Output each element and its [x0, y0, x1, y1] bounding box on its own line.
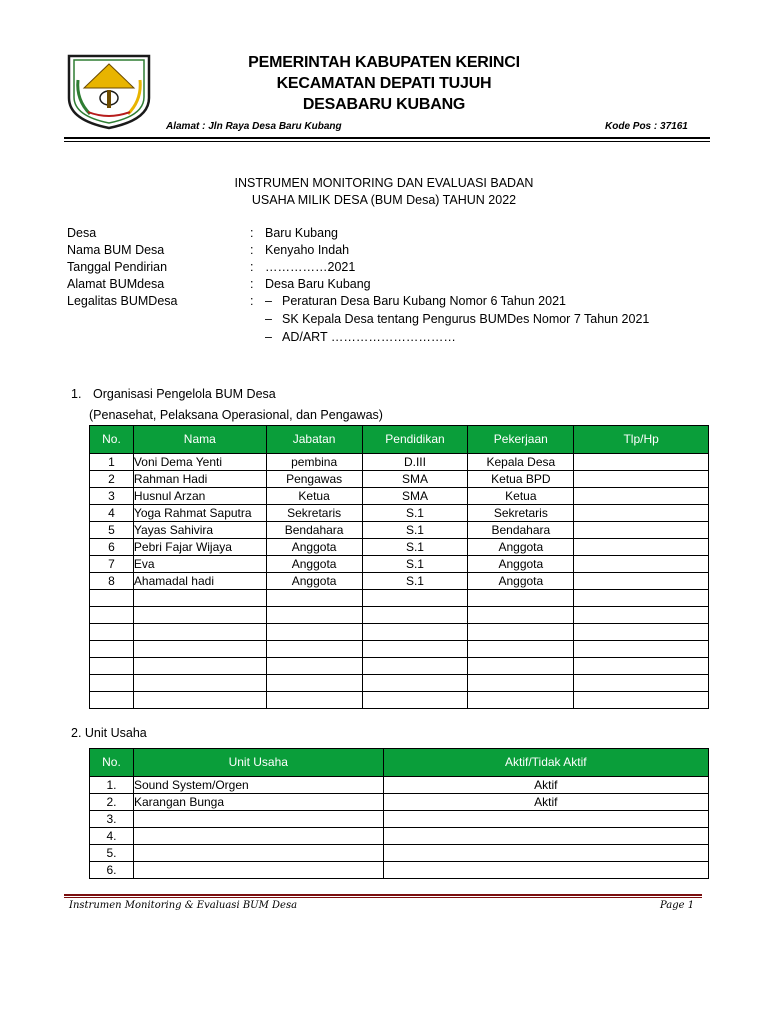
address: Alamat : Jln Raya Desa Baru Kubang — [166, 121, 342, 132]
table-cell: Anggota — [266, 573, 362, 590]
table-cell — [133, 845, 383, 862]
organization-table — [89, 425, 709, 709]
col-header: Nama — [133, 426, 266, 454]
table-cell: 8 — [90, 573, 134, 590]
table-row — [90, 539, 709, 556]
table-cell: 3 — [90, 488, 134, 505]
table-cell: Kepala Desa — [468, 454, 574, 471]
header-line-3: DESABARU KUBANG — [302, 96, 466, 113]
bullet-dash: – — [265, 330, 272, 344]
bullet-dash: – — [265, 312, 272, 326]
info-label: Desa — [67, 226, 97, 240]
table-cell — [574, 573, 709, 590]
info-row — [67, 276, 707, 293]
table-cell — [574, 658, 709, 675]
table-cell: 3. — [90, 811, 134, 828]
table-cell — [574, 624, 709, 641]
col-header: Tlp/Hp — [574, 426, 709, 454]
info-row-legalitas — [67, 329, 707, 346]
table-cell: Rahman Hadi — [133, 471, 266, 488]
table-cell: 2 — [90, 471, 134, 488]
table-cell: 1 — [90, 454, 134, 471]
header-rule — [64, 137, 710, 139]
table-cell: 7 — [90, 556, 134, 573]
postcode: Kode Pos : 37161 — [605, 121, 688, 132]
table-cell: Ahamadal hadi — [133, 573, 266, 590]
table-cell — [362, 658, 468, 675]
table-cell: Anggota — [468, 556, 574, 573]
table-cell: Anggota — [266, 539, 362, 556]
table-cell — [574, 522, 709, 539]
table-cell — [468, 607, 574, 624]
col-header: Pendidikan — [362, 426, 468, 454]
table-cell: S.1 — [362, 573, 468, 590]
table-cell: Sekretaris — [468, 505, 574, 522]
table-cell — [133, 811, 383, 828]
table-cell — [574, 692, 709, 709]
table-row — [90, 590, 709, 607]
table-cell — [383, 845, 708, 862]
table-cell — [468, 590, 574, 607]
table-cell: S.1 — [362, 522, 468, 539]
section-1-number: 1. — [71, 387, 82, 401]
table-cell — [362, 607, 468, 624]
table-cell: Ketua BPD — [468, 471, 574, 488]
info-row — [67, 242, 707, 259]
table-cell — [133, 658, 266, 675]
table-cell — [362, 692, 468, 709]
header-rule-thin — [64, 141, 710, 142]
legalitas-item: Peraturan Desa Baru Kubang Nomor 6 Tahun 2021 — [282, 294, 566, 308]
table-row — [90, 573, 709, 590]
table-cell: Bendahara — [266, 522, 362, 539]
table-cell: Aktif — [383, 777, 708, 794]
info-value: ……………2021 — [265, 260, 356, 274]
doc-title-line-2: USAHA MILIK DESA (BUM Desa) TAHUN 2022 — [251, 193, 517, 207]
table-cell: D.III — [362, 454, 468, 471]
table-cell — [266, 658, 362, 675]
info-label: Alamat BUMdesa — [67, 277, 165, 291]
table-cell: Yoga Rahmat Saputra — [133, 505, 266, 522]
table-cell — [90, 675, 134, 692]
section-1-title: Organisasi Pengelola BUM Desa — [93, 387, 276, 401]
table-cell — [362, 641, 468, 658]
table-header-row — [90, 749, 709, 777]
table-row — [90, 794, 709, 811]
table-cell — [574, 641, 709, 658]
col-header: Pekerjaan — [468, 426, 574, 454]
table-cell: Anggota — [266, 556, 362, 573]
table-cell — [90, 641, 134, 658]
info-colon: : — [250, 277, 254, 291]
table-cell: Eva — [133, 556, 266, 573]
table-cell: Karangan Bunga — [133, 794, 383, 811]
table-row — [90, 675, 709, 692]
table-cell: Pebri Fajar Wijaya — [133, 539, 266, 556]
header-line-1: PEMERINTAH KABUPATEN KERINCI — [248, 54, 520, 71]
table-row — [90, 454, 709, 471]
table-row — [90, 811, 709, 828]
table-cell: pembina — [266, 454, 362, 471]
table-cell — [133, 607, 266, 624]
table-row — [90, 522, 709, 539]
col-header: Aktif/Tidak Aktif — [383, 749, 708, 777]
legalitas-item: AD/ART ………………………… — [282, 330, 456, 344]
table-cell: SMA — [362, 471, 468, 488]
table-row — [90, 777, 709, 794]
table-cell — [468, 624, 574, 641]
table-cell — [574, 454, 709, 471]
info-row-legalitas — [67, 293, 707, 310]
table-cell — [133, 692, 266, 709]
table-cell: Husnul Arzan — [133, 488, 266, 505]
table-cell: 2. — [90, 794, 134, 811]
table-cell — [266, 675, 362, 692]
section-1-subtitle: (Penasehat, Pelaksana Operasional, dan Pengawas) — [89, 408, 383, 422]
table-cell: Yayas Sahivira — [133, 522, 266, 539]
info-row — [67, 225, 707, 242]
footer-rule-thin — [64, 897, 702, 898]
table-cell — [574, 556, 709, 573]
table-cell — [468, 692, 574, 709]
table-cell — [383, 828, 708, 845]
col-header: Unit Usaha — [133, 749, 383, 777]
table-cell — [133, 675, 266, 692]
info-row-legalitas — [67, 311, 707, 328]
info-colon: : — [250, 226, 254, 240]
business-unit-table — [89, 748, 709, 879]
table-row — [90, 505, 709, 522]
table-row — [90, 658, 709, 675]
table-row — [90, 607, 709, 624]
table-cell: 1. — [90, 777, 134, 794]
table-row — [90, 624, 709, 641]
table-cell: Anggota — [468, 539, 574, 556]
info-label: Legalitas BUMDesa — [67, 294, 178, 308]
table-cell — [574, 488, 709, 505]
info-value: Kenyaho Indah — [265, 243, 350, 257]
table-cell — [90, 624, 134, 641]
table-cell: 4. — [90, 828, 134, 845]
table-cell — [383, 811, 708, 828]
table-cell — [362, 624, 468, 641]
table-cell — [574, 675, 709, 692]
table-cell: Bendahara — [468, 522, 574, 539]
table-cell — [468, 641, 574, 658]
table-cell — [133, 590, 266, 607]
table-row — [90, 556, 709, 573]
col-header: Jabatan — [266, 426, 362, 454]
table-cell — [362, 590, 468, 607]
info-colon: : — [250, 260, 254, 274]
table-cell: 4 — [90, 505, 134, 522]
table-row — [90, 692, 709, 709]
table-cell: Pengawas — [266, 471, 362, 488]
table-cell — [574, 607, 709, 624]
bullet-dash: – — [265, 294, 272, 308]
header-line-2: KECAMATAN DEPATI TUJUH — [276, 75, 492, 92]
table-cell — [468, 675, 574, 692]
info-value: Desa Baru Kubang — [265, 277, 371, 291]
table-row — [90, 641, 709, 658]
doc-title-line-1: INSTRUMEN MONITORING DAN EVALUASI BADAN — [234, 176, 534, 190]
footer-title: Instrumen Monitoring & Evaluasi BUM Desa — [69, 900, 298, 911]
table-row — [90, 488, 709, 505]
table-cell: Ketua — [468, 488, 574, 505]
footer-rule — [64, 894, 702, 896]
table-row — [90, 828, 709, 845]
table-row — [90, 845, 709, 862]
info-row — [67, 259, 707, 276]
page-number: Page 1 — [660, 900, 695, 911]
table-cell — [266, 624, 362, 641]
table-cell: Voni Dema Yenti — [133, 454, 266, 471]
table-cell — [574, 590, 709, 607]
legalitas-item: SK Kepala Desa tentang Pengurus BUMDes Nomor 7 Tahun 2021 — [282, 312, 650, 326]
table-cell — [90, 590, 134, 607]
table-cell — [574, 505, 709, 522]
col-header: No. — [90, 426, 134, 454]
table-cell — [266, 692, 362, 709]
table-cell — [133, 862, 383, 879]
table-cell — [133, 828, 383, 845]
table-cell: S.1 — [362, 539, 468, 556]
info-label: Tanggal Pendirian — [67, 260, 168, 274]
table-cell — [133, 624, 266, 641]
table-row — [90, 471, 709, 488]
info-label: Nama BUM Desa — [67, 243, 165, 257]
table-cell — [574, 471, 709, 488]
table-row — [90, 862, 709, 879]
info-value: Baru Kubang — [265, 226, 338, 240]
table-cell — [266, 641, 362, 658]
table-cell — [468, 658, 574, 675]
info-colon: : — [250, 294, 254, 308]
table-cell — [266, 590, 362, 607]
table-cell — [362, 675, 468, 692]
table-cell: 5 — [90, 522, 134, 539]
table-cell: Sound System/Orgen — [133, 777, 383, 794]
table-cell: Sekretaris — [266, 505, 362, 522]
table-cell: Ketua — [266, 488, 362, 505]
info-colon: : — [250, 243, 254, 257]
table-cell: 6. — [90, 862, 134, 879]
section-2-title: 2. Unit Usaha — [71, 726, 147, 740]
table-cell: S.1 — [362, 556, 468, 573]
regency-emblem-icon — [64, 50, 154, 130]
table-header-row — [90, 426, 709, 454]
table-cell: 5. — [90, 845, 134, 862]
table-cell: 6 — [90, 539, 134, 556]
table-cell: SMA — [362, 488, 468, 505]
col-header: No. — [90, 749, 134, 777]
table-cell — [574, 539, 709, 556]
table-cell: S.1 — [362, 505, 468, 522]
table-cell — [90, 658, 134, 675]
table-cell: Anggota — [468, 573, 574, 590]
table-cell — [266, 607, 362, 624]
table-cell — [383, 862, 708, 879]
table-cell — [133, 641, 266, 658]
table-cell: Aktif — [383, 794, 708, 811]
table-cell — [90, 692, 134, 709]
table-cell — [90, 607, 134, 624]
